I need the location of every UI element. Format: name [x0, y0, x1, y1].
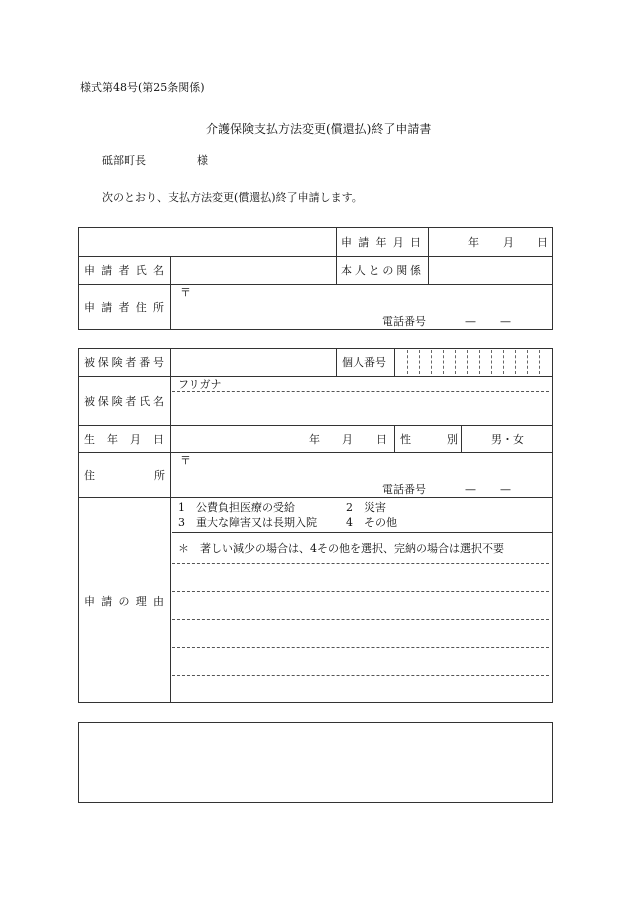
personal-number-field[interactable]: [396, 350, 550, 374]
insured-address-field[interactable]: [192, 454, 547, 482]
honorific: 様: [197, 154, 208, 167]
phone-label: 電話番号: [382, 483, 426, 496]
insured-name-field[interactable]: [172, 394, 549, 423]
phone-separator: —: [465, 483, 476, 496]
sex-options[interactable]: 男・女: [491, 433, 524, 446]
address-label-second: 所: [154, 469, 165, 482]
addressee: 砥部町長: [102, 154, 146, 167]
applicant-name-label: 申 請 者 氏 名: [84, 264, 164, 277]
birth-year-label: 年: [309, 433, 320, 446]
postal-mark: 〒: [180, 286, 191, 299]
sex-label: 性 別: [400, 433, 458, 446]
reason-option-3[interactable]: 3 重大な障害又は長期入院: [178, 516, 317, 529]
app-day-label: 日: [537, 236, 548, 249]
relation-field[interactable]: [430, 258, 550, 282]
relation-label: 本 人 と の 関 係: [341, 264, 421, 277]
form-title: 介護保険支払方法変更(償還払)終了申請書: [206, 122, 432, 136]
personal-number-label: 個人番号: [342, 356, 386, 369]
reason-option-1[interactable]: 1 公費負担医療の受給: [178, 501, 295, 514]
application-date-label: 申 請 年 月 日: [341, 236, 421, 249]
furigana-label: フリガナ: [178, 378, 222, 391]
phone-label: 電話番号: [382, 315, 426, 328]
application-date-field[interactable]: [430, 230, 550, 254]
reason-option-4[interactable]: 4 その他: [346, 516, 397, 529]
postal-mark: 〒: [180, 454, 191, 467]
insured-name-label: 被 保 険 者 氏 名: [84, 395, 164, 408]
form-number: 様式第48号(第25条関係): [80, 81, 205, 94]
furigana-field[interactable]: [240, 378, 548, 390]
birthdate-label: 生 年 月 日: [84, 433, 164, 446]
birth-month-label: 月: [342, 433, 353, 446]
birthdate-field[interactable]: [172, 427, 392, 451]
phone-separator: —: [500, 315, 511, 328]
insured-number-label: 被 保 険 者 番 号: [84, 356, 164, 369]
phone-separator: —: [500, 483, 511, 496]
phone-separator: —: [465, 315, 476, 328]
applicant-name-field[interactable]: [172, 258, 334, 282]
applicant-address-label: 申 請 者 住 所: [84, 301, 164, 314]
reason-label: 申 請 の 理 由: [84, 595, 164, 608]
birth-day-label: 日: [376, 433, 387, 446]
app-year-label: 年: [468, 236, 479, 249]
reason-option-2[interactable]: 2 災害: [346, 501, 386, 514]
applicant-address-field[interactable]: [192, 286, 547, 314]
reason-text-area[interactable]: [172, 565, 549, 701]
address-label-first: 住: [84, 469, 95, 482]
reason-note: ＊ 著しい減少の場合は、4その他を選択、完納の場合は選択不要: [178, 542, 504, 555]
intro-text: 次のとおり、支払方法変更(償還払)終了申請します。: [102, 191, 363, 204]
remarks-box[interactable]: [78, 722, 553, 803]
insured-number-field[interactable]: [172, 350, 334, 374]
app-month-label: 月: [503, 236, 514, 249]
